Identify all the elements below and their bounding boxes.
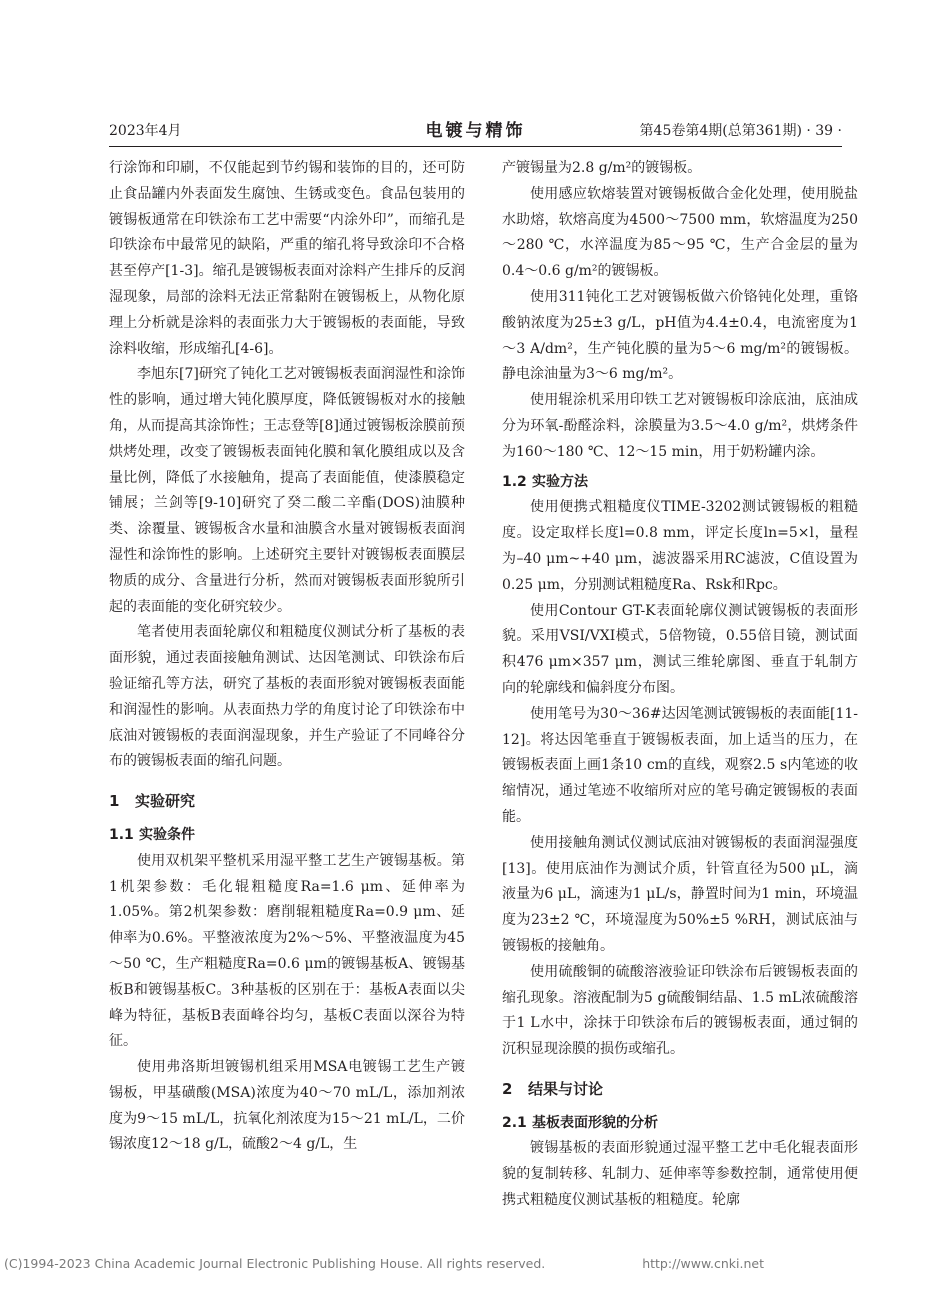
section-heading [109, 789, 465, 815]
header-issue: 第45卷第4期(总第361期) [639, 123, 802, 139]
paragraph: 笔者使用表面轮廓仪和粗糙度仪测试分析了基板的表面形貌，通过表面接触角测试、达因笔测试、印铁涂布后验证缩孔等方法，研究了基板的表面形貌对镀锡板表面能和润湿性的影响。从表面热力学的角度讨论了印铁涂布中底油对镀锡板的表面润湿现象，并生产验证了不同峰谷分布的镀锡板表面的缩孔问题。 [109, 624, 465, 770]
paragraph: 使用311钝化工艺对镀锡板做六价铬钝化处理，重铬酸钠浓度为25±3 g/L，pH值为4.4±0.4，电流密度为1～3 A/dm²，生产钝化膜的量为5～6 mg/m²的镀锡板。静电涂油量为3～6 mg/m²。 [502, 288, 858, 383]
subsection-number: 1.1 [109, 826, 134, 843]
page-header [109, 116, 842, 142]
header-issue-page [640, 120, 842, 140]
paragraph: 使用双机架平整机采用湿平整工艺生产镀锡基板。第1机架参数：毛化辊粗糙度Ra=1.6 μm、延伸率为1.05%。第2机架参数：磨削辊粗糙度Ra=0.9 μm、延伸率为0.6%。平整液浓度为2%～5%、平整液温度为45～50 ℃，生产粗糙度Ra=0.6 μm的镀锡基板A、镀锡基板B和镀锡基板C。3种基板的区别在于：基板A表面以尖峰为特征，基板B表面峰谷均匀，基板C表面以深谷为特征。 [109, 852, 465, 1050]
section-heading [502, 1077, 858, 1103]
paragraph: 使用弗洛斯坦镀锡机组采用MSA电镀锡工艺生产镀锡板，甲基磺酸(MSA)浓度为40～70 mL/L，添加剂浓度为9～15 mL/L，抗氧化剂浓度为15～21 mL/L，二价锡浓度12～18 g/L，硫酸2～4 g/L，生 [109, 1059, 465, 1153]
subsection-heading [502, 1111, 858, 1137]
subsection-title: 实验方法 [532, 473, 588, 490]
page-footer [0, 1256, 950, 1276]
subsection-heading [502, 470, 858, 496]
paragraph: 李旭东[7]研究了钝化工艺对镀锡板表面润湿性和涂饰性的影响，通过增大钝化膜厚度，降低镀锡板对水的接触角，从而提高其涂饰性；王志登等[8]通过镀锡板涂膜前预烘烤处理，改变了镀锡板表面钝化膜和氧化膜组成以及含量比例，降低了水接触角，提高了表面能值，使漆膜稳定铺展；兰剑等[9-10]研究了癸二酸二辛酯(DOS)油膜种类、涂覆量、镀锡板含水量和油膜含水量对镀锡板表面润湿性和涂饰性的影响。上述研究主要针对镀锡板表面膜层物质的成分、含量进行分析，然而对镀锡板表面形貌所引起的表面能的变化研究较少。 [109, 366, 465, 615]
subsection-title: 基板表面形貌的分析 [532, 1114, 658, 1131]
paragraph: 镀锡基板的表面形貌通过湿平整工艺中毛化辊表面形貌的复制转移、轧制力、延伸率等参数控制，通常使用便携式粗糙度仪测试基板的粗糙度。轮廓 [502, 1140, 858, 1209]
paragraph: 产镀锡量为2.8 g/m²的镀锡板。 [502, 160, 702, 176]
paragraph: 使用笔号为30～36#达因笔测试镀锡板的表面能[11-12]。将达因笔垂直于镀锡板表面，加上适当的压力，在镀锡板表面上画1条10 cm的直线，观察2.5 s内笔迹的收缩情况，通过笔迹不收缩所对应的笔号确定镀锡板的表面能。 [502, 705, 858, 825]
footer-url[interactable]: http://www.cnki.net [642, 1256, 764, 1271]
left-column [109, 156, 465, 1158]
paragraph: 使用接触角测试仪测试底油对镀锡板的表面润湿强度[13]。使用底油作为测试介质，针管直径为500 μL，滴液量为6 μL，滴速为1 μL/s，静置时间为1 min，环境温度为23±2 ℃，环境湿度为50%±5 %RH，测试底油与镀锡板的接触角。 [502, 834, 858, 954]
header-rule [109, 146, 842, 147]
header-date: 2023年4月 [109, 123, 182, 139]
page-number: · 39 · [806, 123, 842, 139]
journal-title: 电镀与精饰 [425, 121, 526, 141]
paragraph: 使用感应软熔装置对镀锡板做合金化处理，使用脱盐水助熔，软熔高度为4500～7500 mm，软熔温度为250～280 ℃，水淬温度为85～95 ℃，生产合金层的量为0.4～0.6 g/m²的镀锡板。 [502, 185, 858, 280]
paragraph: 使用辊涂机采用印铁工艺对镀锡板印涂底油，底油成分为环氧-酚醛涂料，涂膜量为3.5～4.0 g/m²，烘烤条件为160～180 ℃、12～15 min，用于奶粉罐内涂。 [502, 392, 858, 460]
paragraph: 使用Contour GT-K表面轮廓仪测试镀锡板的表面形貌。采用VSI/VXI模式，5倍物镜，0.55倍目镜，测试面积476 μm×357 μm，测试三维轮廓图、垂直于轧制方向的轮廓线和偏斜度分布图。 [502, 602, 858, 696]
paragraph: 行涂饰和印刷，不仅能起到节约锡和装饰的目的，还可防止食品罐内外表面发生腐蚀、生锈或变色。食品包装用的镀锡板通常在印铁涂布工艺中需要“内涂外印”，而缩孔是印铁涂布中最常见的缺陷，严重的缩孔将导致涂印不合格甚至停产[1-3]。缩孔是镀锡板表面对涂料产生排斥的反润湿现象，局部的涂料无法正常黏附在镀锡板上，从物化原理上分析就是涂料的表面张力大于镀锡板的表面能，导致涂料收缩，形成缩孔[4-6]。 [109, 160, 465, 357]
subsection-heading [109, 823, 465, 849]
paragraph: 使用硫酸铜的硫酸溶液验证印铁涂布后镀锡板表面的缩孔现象。溶液配制为5 g硫酸铜结晶、1.5 mL浓硫酸溶于1 L水中，涂抹于印铁涂布后的镀锡板表面，通过铜的沉积显现涂膜的损伤或缩孔。 [502, 963, 858, 1058]
paragraph: 使用便携式粗糙度仪TIME-3202测试镀锡板的粗糙度。设定取样长度l=0.8 mm，评定长度ln=5×l，量程为–40 μm~+40 μm，滤波器采用RC滤波，C值设置为0.25 μm，分别测试粗糙度Ra、Rsk和Rpc。 [502, 499, 858, 593]
section-number: 1 [109, 792, 120, 811]
subsection-number: 2.1 [502, 1114, 527, 1131]
section-title: 实验研究 [135, 792, 196, 811]
subsection-number: 1.2 [502, 473, 527, 490]
section-title: 结果与讨论 [528, 1079, 604, 1098]
right-column [502, 156, 858, 1214]
subsection-title: 实验条件 [139, 826, 195, 843]
section-number: 2 [502, 1079, 513, 1098]
copyright-notice: (C)1994-2023 China Academic Journal Electronic Publishing House. All rights reserved. [4, 1256, 546, 1271]
